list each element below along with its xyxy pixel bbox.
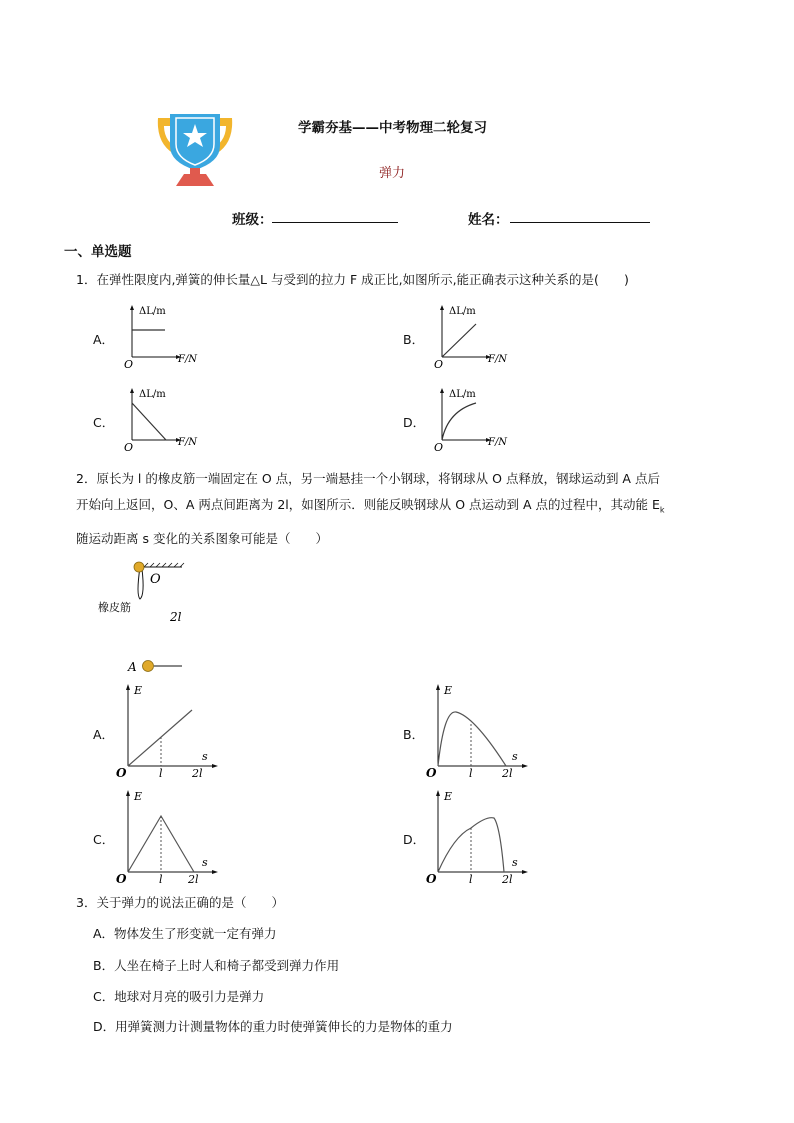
q2-option-a-label[interactable]: A． bbox=[93, 727, 115, 742]
q2-fig-2l-label: 2l bbox=[170, 610, 182, 624]
q1-graph-c bbox=[120, 385, 210, 453]
q2c-tick-l: l bbox=[159, 873, 163, 886]
q1c-origin: O bbox=[124, 441, 134, 453]
q1-option-d-label[interactable]: D． bbox=[403, 415, 426, 430]
q1d-origin: O bbox=[434, 441, 444, 453]
q2c-ylabel: E bbox=[134, 790, 143, 803]
q2-fig-o-label: O bbox=[150, 572, 161, 587]
q2-graph-c bbox=[114, 786, 224, 886]
q2-option-b-label[interactable]: B． bbox=[403, 727, 425, 742]
q2-fig-a-label: A bbox=[128, 660, 137, 674]
name-label: 姓名： bbox=[468, 212, 509, 228]
q2b-origin: O bbox=[426, 766, 437, 780]
q1a-origin: O bbox=[124, 358, 134, 370]
page-title: 学霸夯基——中考物理二轮复习 bbox=[298, 120, 487, 136]
q1-graph-d bbox=[430, 385, 520, 453]
q2b-tick-l: l bbox=[469, 767, 473, 780]
q1b-origin: O bbox=[434, 358, 444, 370]
q2a-xlabel: s bbox=[202, 750, 208, 763]
q2-option-d-label[interactable]: D． bbox=[403, 832, 426, 847]
q1a-xlabel: F/N bbox=[178, 354, 198, 365]
question-2-line-2: 开始向上返回，O、A 两点间距离为 2l，如图所示．则能反映钢球从 O 点运动到 A 点的过程中，其动能 $E_k$ bbox=[76, 497, 665, 515]
q1d-ylabel: ΔL/m bbox=[449, 389, 476, 400]
q2d-origin: O bbox=[426, 872, 437, 886]
q2a-origin: O bbox=[116, 766, 127, 780]
ek-subscript: k bbox=[659, 505, 665, 515]
q3-option-d[interactable]: D．用弹簧测力计测量物体的重力时使弹簧伸长的力是物体的重力 bbox=[93, 1019, 453, 1034]
q2c-origin: O bbox=[116, 872, 127, 886]
q1a-ylabel: ΔL/m bbox=[139, 306, 166, 317]
q1-graph-a bbox=[120, 302, 210, 370]
q1c-xlabel: F/N bbox=[178, 437, 198, 448]
q2a-tick-2l: 2l bbox=[192, 767, 203, 780]
class-field-line bbox=[272, 208, 398, 223]
q1-graph-b bbox=[430, 302, 520, 370]
name-field-line bbox=[510, 208, 650, 223]
q1b-ylabel: ΔL/m bbox=[449, 306, 476, 317]
class-label: 班级： bbox=[232, 212, 273, 228]
section-heading: 一、单选题 bbox=[64, 244, 132, 260]
question-1-text: 1．在弹性限度内,弹簧的伸长量△L 与受到的拉力 F 成正比,如图所示,能正确表示这种关系的是( ) bbox=[76, 272, 629, 287]
q2-fig-rubber-label: 橡皮筋 bbox=[98, 601, 131, 614]
q1b-xlabel: F/N bbox=[488, 354, 508, 365]
q2c-xlabel: s bbox=[202, 856, 208, 869]
question-2-line-3: 随运动距离 s 变化的关系图象可能是（ ） bbox=[76, 531, 328, 546]
q1c-ylabel: ΔL/m bbox=[139, 389, 166, 400]
q2d-tick-l: l bbox=[469, 873, 473, 886]
q1-option-b-label[interactable]: B． bbox=[403, 332, 425, 347]
q1-option-c-label[interactable]: C． bbox=[93, 415, 115, 430]
q2-option-c-label[interactable]: C． bbox=[93, 832, 115, 847]
q2a-tick-l: l bbox=[159, 767, 163, 780]
question-2-line-1: 2．原长为 l 的橡皮筋一端固定在 O 点，另一端悬挂一个小钢球，将钢球从 O 点释放，钢球运动到 A 点后 bbox=[76, 471, 660, 486]
q2-graph-b bbox=[424, 680, 534, 780]
q2d-tick-2l: 2l bbox=[502, 873, 513, 886]
q2d-xlabel: s bbox=[512, 856, 518, 869]
page-subtitle: 弹力 bbox=[379, 166, 406, 181]
q3-option-b[interactable]: B．人坐在椅子上时人和椅子都受到弹力作用 bbox=[93, 958, 340, 973]
question-3-text: 3．关于弹力的说法正确的是（ ） bbox=[76, 895, 284, 910]
q2c-tick-2l: 2l bbox=[188, 873, 199, 886]
q2-graph-d bbox=[424, 786, 534, 886]
q1-option-a-label[interactable]: A． bbox=[93, 332, 115, 347]
q2b-xlabel: s bbox=[512, 750, 518, 763]
trophy-logo bbox=[150, 110, 240, 188]
q2-rubber-band-figure bbox=[90, 555, 210, 675]
q2-graph-a bbox=[114, 680, 224, 780]
q3-option-c[interactable]: C．地球对月亮的吸引力是弹力 bbox=[93, 989, 265, 1004]
q1d-xlabel: F/N bbox=[488, 437, 508, 448]
q2b-tick-2l: 2l bbox=[502, 767, 513, 780]
q2b-ylabel: E bbox=[444, 684, 453, 697]
q2d-ylabel: E bbox=[444, 790, 453, 803]
q2a-ylabel: E bbox=[134, 684, 143, 697]
q3-option-a[interactable]: A．物体发生了形变就一定有弹力 bbox=[93, 926, 277, 941]
